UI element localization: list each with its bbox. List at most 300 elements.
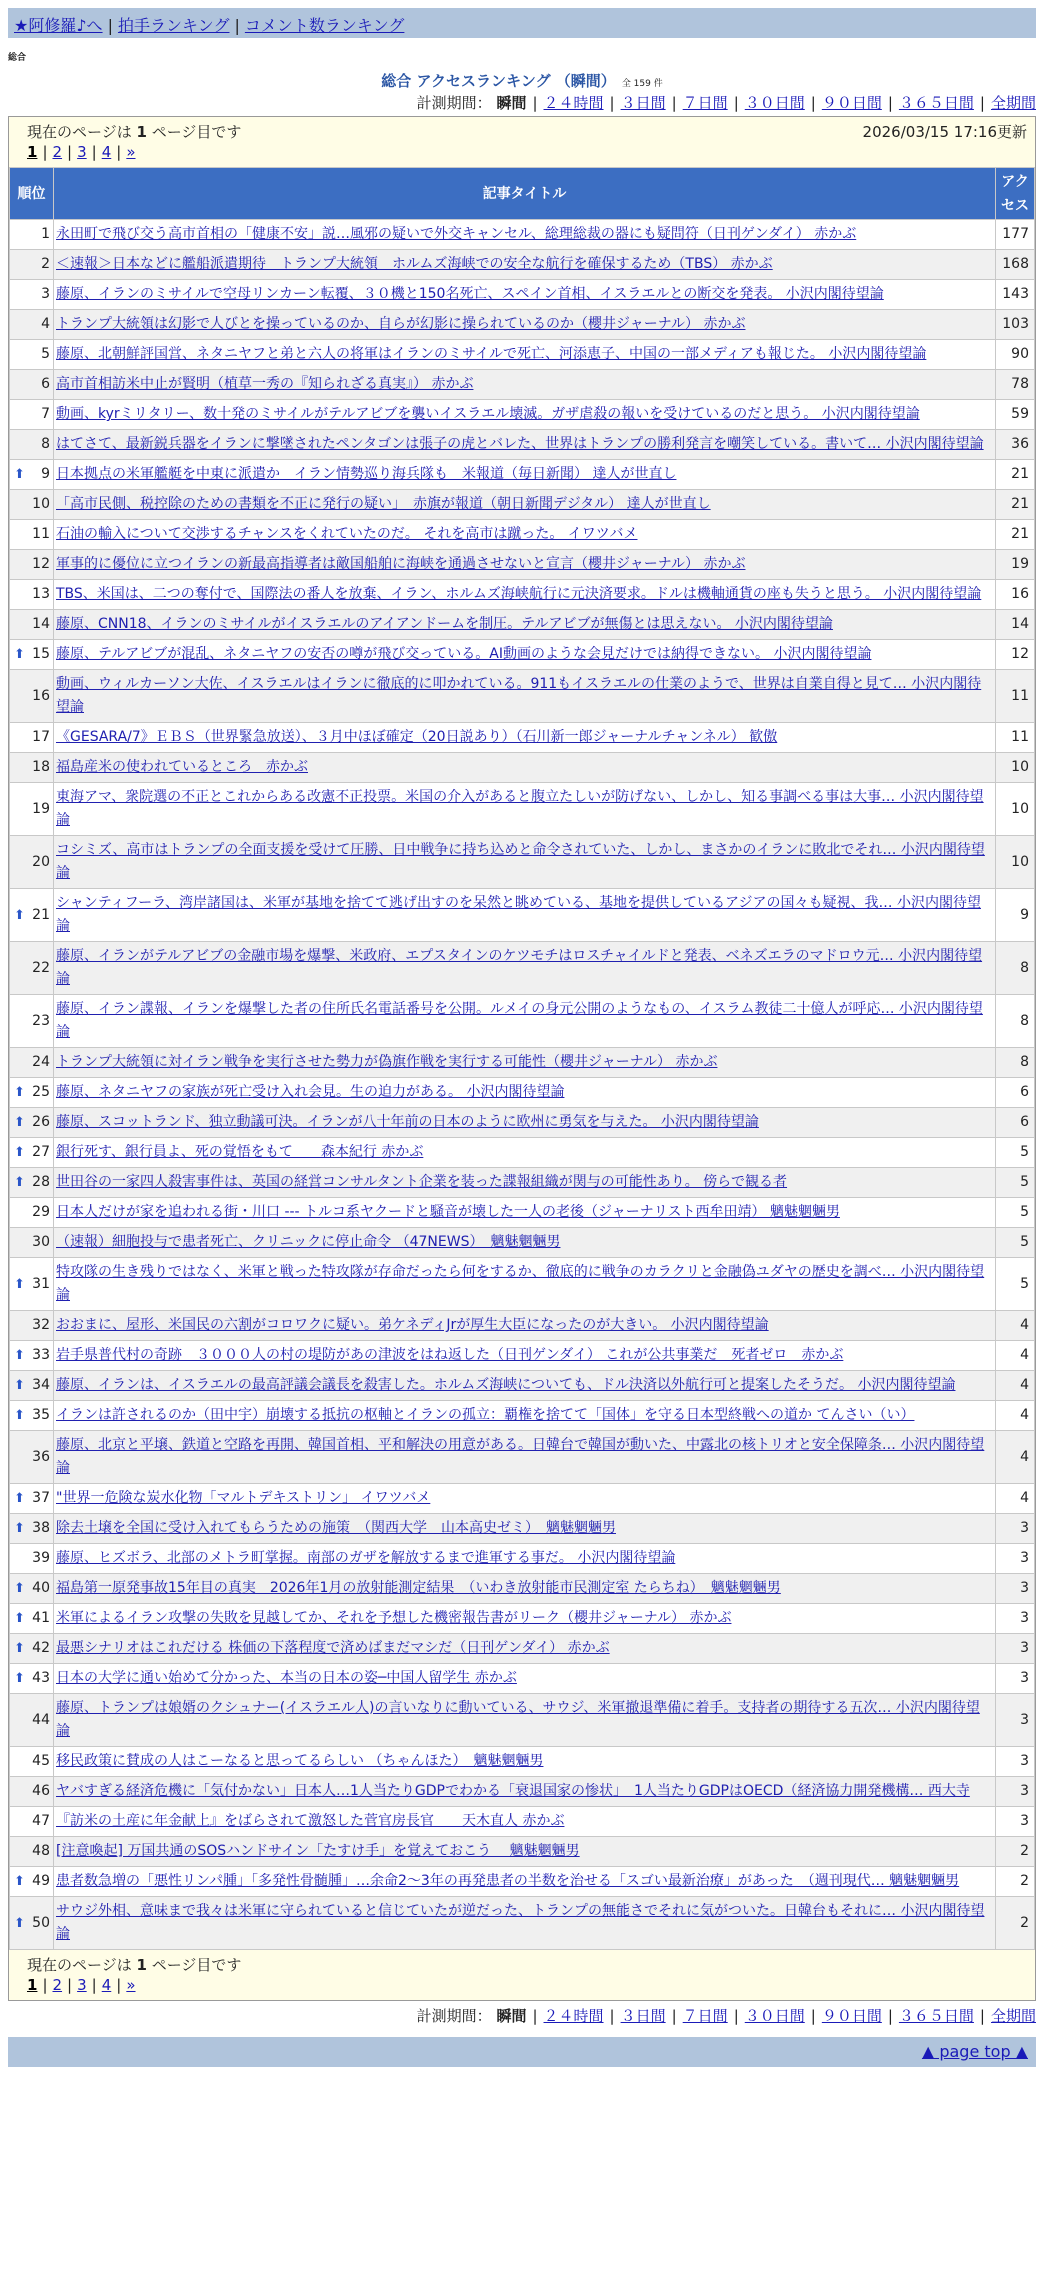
rank-number: 7	[41, 406, 50, 422]
table-row	[10, 430, 1035, 460]
article-link[interactable]: 藤原、イランがテルアビブの金融市場を爆撃、米政府、エプスタインのケツモチはロスチャイルドと発表、ベネズエラのマドロウ元… 小沢内閣待望論	[56, 948, 983, 987]
rank-number: 38	[32, 1520, 50, 1536]
article-link[interactable]: [注意喚起] 万国共通のSOSハンドサイン「たすけ手」を覚えておこう 魑魅魍魎男	[56, 1843, 580, 1859]
article-link[interactable]: ＜速報＞日本などに艦船派遣期待 トランプ大統領 ホルムズ海峡での安全な航行を確保するため（TBS） 赤かぶ	[56, 256, 773, 272]
period-label: 計測期間：	[416, 2007, 492, 2025]
access-count: 3	[996, 1664, 1035, 1694]
period-current: 瞬間	[496, 2007, 527, 2025]
rank-number: 28	[32, 1174, 50, 1190]
nav-separator: |	[107, 16, 113, 35]
rank-cell	[10, 783, 54, 836]
period-separator: |	[810, 2007, 816, 2025]
title-cell	[54, 520, 996, 550]
article-link[interactable]: "世界一危険な炭水化物「マルトデキストリン」 イワツバメ	[56, 1490, 431, 1506]
up-arrow-icon: ⬆	[14, 1491, 25, 1506]
title-cell	[54, 460, 996, 490]
pager-top	[27, 143, 1019, 165]
rank-cell	[10, 1048, 54, 1078]
ranking-table	[9, 167, 1035, 1950]
page-top-link[interactable]: ▲ page top ▲	[921, 2042, 1028, 2061]
nav-separator: |	[234, 16, 240, 35]
article-link[interactable]: はてさて、最新鋭兵器をイランに撃墜されたペンタゴンは張子の虎とバレた、世界はトランプの勝利発言を嘲笑している。書いて… 小沢内閣待望論	[56, 436, 984, 452]
article-link[interactable]: 藤原、北京と平壌、鉄道と空路を再開、韓国首相、平和解決の用意がある。日韓台で韓国が動いた、中露北の核トリオと安全保障条… 小沢内閣待望論	[56, 1437, 985, 1476]
comment-ranking-link[interactable]: コメント数ランキング	[244, 16, 405, 35]
article-link[interactable]: 動画、kyrミリタリー、数十発のミサイルがテルアビブを襲いイスラエル壊滅。ガザ虐殺の報いを受けているのだと思う。 小沢内閣待望論	[56, 406, 920, 422]
article-link[interactable]: おおまに、屋形、米国民の六割がコロワクに疑い。弟ケネディJrが厚生大臣になったのが大きい。 小沢内閣待望論	[56, 1317, 769, 1333]
title-cell	[54, 1138, 996, 1168]
rank-cell	[10, 1078, 54, 1108]
table-row	[10, 670, 1035, 723]
article-link[interactable]: TBS、米国は、二つの奪付で、国際法の番人を放棄、イラン、ホルムズ海峡航行に元決済要求。ドルは機軸通貨の座も失うと思う。 小沢内閣待望論	[56, 586, 982, 602]
access-count: 36	[996, 430, 1035, 460]
rank-cell	[10, 1897, 54, 1950]
rank-cell	[10, 836, 54, 889]
up-arrow-icon: ⬆	[14, 467, 25, 482]
access-count: 5	[996, 1228, 1035, 1258]
current-page-text-bottom: 現在のページは 1 ページ目です	[27, 1956, 242, 1974]
access-count: 3	[996, 1747, 1035, 1777]
article-link[interactable]: 患者数急増の「悪性リンパ腫」「多発性骨髄腫」…余命2～3年の再発患者の半数を治せる「スゴい最新治療」があった （週刊現代… 魑魅魍魎男	[56, 1873, 960, 1889]
access-count: 10	[996, 753, 1035, 783]
rank-number: 30	[32, 1234, 50, 1250]
up-arrow-icon: ⬆	[14, 1378, 25, 1393]
title-cell	[54, 836, 996, 889]
access-count: 3	[996, 1694, 1035, 1747]
title-cell	[54, 753, 996, 783]
rank-number: 4	[41, 316, 50, 332]
title-cell	[54, 723, 996, 753]
table-row	[10, 1138, 1035, 1168]
article-link[interactable]: 藤原、イラン諜報、イランを爆撃した者の住所氏名電話番号を公開。ルメイの身元公開のようなもの、イスラム教徒二十億人が呼応… 小沢内閣待望論	[56, 1001, 983, 1040]
table-row	[10, 995, 1035, 1048]
period-link[interactable]: ３０日間	[744, 2007, 805, 2025]
rank-number: 34	[32, 1377, 50, 1393]
pager-page-link[interactable]: 4	[101, 143, 112, 161]
table-row	[10, 1198, 1035, 1228]
table-row	[10, 942, 1035, 995]
access-count: 8	[996, 995, 1035, 1048]
article-link[interactable]: 《GESARA/7》ＥＢＳ（世界緊急放送）、３月中ほぼ確定（20日説あり）（石川新一郎ジャーナルチャンネル） 歓傲	[56, 729, 778, 745]
access-count: 2	[996, 1897, 1035, 1950]
access-count: 59	[996, 400, 1035, 430]
rank-cell	[10, 1108, 54, 1138]
rank-number: 17	[32, 729, 50, 745]
article-link[interactable]: 移民政策に賛成の人はこーなると思ってるらしい （ちゃんほた） 魑魅魍魎男	[56, 1753, 544, 1769]
pager-page-link[interactable]: 2	[52, 1976, 63, 1994]
rank-cell	[10, 1514, 54, 1544]
rank-number: 35	[32, 1407, 50, 1423]
rank-number: 26	[32, 1114, 50, 1130]
title-cell	[54, 1807, 996, 1837]
period-separator: |	[671, 94, 677, 112]
pager-page-link[interactable]: 4	[101, 1976, 112, 1994]
article-link[interactable]: 軍事的に優位に立つイランの新最高指導者は敵国船舶に海峡を通過させないと宣言（櫻井ジャーナル） 赤かぶ	[56, 556, 746, 572]
rank-cell	[10, 1341, 54, 1371]
table-row	[10, 1228, 1035, 1258]
rank-number: 22	[32, 959, 50, 976]
title-cell	[54, 400, 996, 430]
pager-page-link[interactable]: 2	[52, 143, 63, 161]
article-link[interactable]: 最悪シナリオはこれだける 株価の下落程度で済めばまだマシだ（日刊ゲンダイ） 赤かぶ	[56, 1640, 610, 1656]
rank-number: 21	[32, 906, 50, 923]
article-link[interactable]: 藤原、ネタニヤフの家族が死亡受け入れ会見。生の迫力がある。 小沢内閣待望論	[56, 1084, 565, 1100]
rank-number: 46	[32, 1783, 50, 1799]
pager-page-link[interactable]: 3	[77, 143, 87, 161]
article-link[interactable]: （速報）細胞投与で患者死亡、クリニックに停止命令 （47NEWS） 魑魅魍魎男	[56, 1234, 561, 1250]
ranking-title-block	[0, 70, 1044, 92]
rank-number: 3	[41, 286, 50, 302]
period-link[interactable]: ３６５日間	[898, 2007, 974, 2025]
rank-cell	[10, 1311, 54, 1341]
rank-cell	[10, 1484, 54, 1514]
period-link[interactable]: 全期間	[990, 2007, 1036, 2025]
article-link[interactable]: 『訪米の土産に年金献上』をばらされて激怒した菅官房長官 天木直人 赤かぶ	[56, 1813, 565, 1829]
title-cell	[54, 250, 996, 280]
rank-cell	[10, 1258, 54, 1311]
rank-number: 16	[32, 687, 50, 704]
title-cell	[54, 1431, 996, 1484]
rank-cell	[10, 610, 54, 640]
rank-number: 42	[32, 1640, 50, 1656]
rank-cell	[10, 1604, 54, 1634]
article-link[interactable]: 藤原、トランプは娘婿のクシュナー(イスラエル人)の言いなりに動いている、サウジ、米軍撤退準備に着手。支持者の期待する五次… 小沢内閣待望論	[56, 1700, 980, 1739]
access-count: 5	[996, 1168, 1035, 1198]
title-cell	[54, 1168, 996, 1198]
rank-number: 13	[32, 586, 50, 602]
rank-number: 44	[32, 1711, 50, 1728]
rank-number: 37	[32, 1490, 50, 1506]
pager-separator: |	[67, 1976, 73, 1994]
title-cell	[54, 1258, 996, 1311]
article-link[interactable]: 東海アマ、衆院選の不正とこれからある改憲不正投票。米国の介入があると腹立たしいが防げない、しかし、知る事調べる事は大事… 小沢内閣待望論	[56, 789, 984, 828]
table-row	[10, 340, 1035, 370]
clap-ranking-link[interactable]: 拍手ランキング	[117, 16, 230, 35]
rank-number: 41	[32, 1610, 50, 1626]
table-row	[10, 1897, 1035, 1950]
period-separator: |	[532, 94, 538, 112]
rank-cell	[10, 220, 54, 250]
pager-next-link[interactable]: »	[126, 1976, 136, 1994]
rank-cell	[10, 1431, 54, 1484]
up-arrow-icon: ⬆	[14, 1671, 25, 1686]
rank-number: 36	[32, 1448, 50, 1465]
rank-number: 50	[32, 1914, 50, 1931]
table-row	[10, 580, 1035, 610]
rank-cell	[10, 1168, 54, 1198]
table-row	[10, 220, 1035, 250]
article-link[interactable]: 日本拠点の米軍艦艇を中東に派遣か イラン情勢巡り海兵隊も 米報道（毎日新聞） 達人が世直し	[56, 466, 677, 482]
article-link[interactable]: 藤原、イランは、イスラエルの最高評議会議長を殺害した。ホルムズ海峡についても、ドル決済以外航行可と提案したそうだ。 小沢内閣待望論	[56, 1377, 956, 1393]
rank-number: 23	[32, 1012, 50, 1029]
title-cell	[54, 490, 996, 520]
table-row	[10, 1544, 1035, 1574]
period-link[interactable]: 全期間	[990, 94, 1036, 112]
rank-cell	[10, 310, 54, 340]
access-count: 11	[996, 723, 1035, 753]
period-link[interactable]: ７日間	[682, 2007, 728, 2025]
table-row	[10, 1371, 1035, 1401]
period-link[interactable]: ３０日間	[744, 94, 805, 112]
article-link[interactable]: トランプ大統領に対イラン戦争を実行させた勢力が偽旗作戦を実行する可能性（櫻井ジャーナル） 赤かぶ	[56, 1054, 718, 1070]
pager-separator: |	[42, 1976, 48, 1994]
rank-cell	[10, 1837, 54, 1867]
up-arrow-icon: ⬆	[14, 1611, 25, 1626]
rank-number: 45	[32, 1753, 50, 1769]
article-link[interactable]: 藤原、北朝鮮評国営、ネタニヤフと弟と六人の将軍はイランのミサイルで死亡、河添恵子、中国の一部メディアも報じた。 小沢内閣待望論	[56, 346, 927, 362]
article-link[interactable]: 世田谷の一家四人殺害事件は、英国の経営コンサルタント企業を装った諜報組織が関与の可能性あり。 傍らで観る者	[56, 1174, 788, 1190]
table-row	[10, 1777, 1035, 1807]
period-separator: |	[733, 2007, 739, 2025]
rank-cell	[10, 1777, 54, 1807]
access-count: 3	[996, 1604, 1035, 1634]
article-link[interactable]: 藤原、ヒズボラ、北部のメトラ町掌握。南部のガザを解放するまで進軍する事だ。 小沢内閣待望論	[56, 1550, 676, 1566]
article-link[interactable]: 藤原、スコットランド、独立動議可決。イランが八十年前の日本のように欧州に勇気を与えた。 小沢内閣待望論	[56, 1114, 759, 1130]
table-row	[10, 1867, 1035, 1897]
pager-separator: |	[42, 143, 48, 161]
rank-cell	[10, 400, 54, 430]
article-link[interactable]: イランは許されるのか（田中宇）崩壊する抵抗の枢軸とイランの孤立：覇権を捨てて「国体」を守る日本型終戦への道か てんさい（い）	[56, 1407, 915, 1423]
access-count: 4	[996, 1341, 1035, 1371]
table-row	[10, 370, 1035, 400]
access-count: 10	[996, 783, 1035, 836]
table-row	[10, 1664, 1035, 1694]
rank-cell	[10, 670, 54, 723]
period-link[interactable]: ９０日間	[821, 94, 882, 112]
article-link[interactable]: コシミズ、高市はトランプの全面支援を受けて圧勝、日中戦争に持ち込めと命令されていた、しかし、まさかのイランに敗北でそれ… 小沢内閣待望論	[56, 842, 985, 881]
article-link[interactable]: ヤバすぎる経済危機に「気付かない」日本人…1人当たりGDPでわかる「衰退国家の惨状」 1人当たりGDPはOECD（経済協力開発機構… 西大寺	[56, 1783, 970, 1799]
rank-number: 32	[32, 1317, 50, 1333]
rank-cell	[10, 1544, 54, 1574]
table-row	[10, 1168, 1035, 1198]
rank-cell	[10, 1694, 54, 1747]
period-link[interactable]: ２４時間	[543, 2007, 604, 2025]
rank-cell	[10, 1574, 54, 1604]
period-link[interactable]: ３６５日間	[898, 94, 974, 112]
up-arrow-icon: ⬆	[14, 907, 25, 923]
article-link[interactable]: 米軍によるイラン攻撃の失敗を見越してか、それを予想した機密報告書がリーク（櫻井ジャーナル） 赤かぶ	[56, 1610, 732, 1626]
title-cell	[54, 1544, 996, 1574]
article-link[interactable]: 福島第一原発事故15年目の真実 2026年1月の放射能測定結果 （いわき放射能市民測定室 たらちね） 魑魅魍魎男	[56, 1580, 781, 1596]
title-cell	[54, 1048, 996, 1078]
article-link[interactable]: 永田町で飛び交う高市首相の「健康不安」説…風邪の疑いで外交キャンセル、総理総裁の器にも疑問符（日刊ゲンダイ） 赤かぶ	[56, 226, 857, 242]
genre-label: 総合	[8, 53, 27, 63]
title-cell	[54, 220, 996, 250]
article-link[interactable]: 藤原、イランのミサイルで空母リンカーン転覆、３０機と150名死亡、スペイン首相、イスラエルとの断交を発表。 小沢内閣待望論	[56, 286, 884, 302]
article-link[interactable]: シャンティフーラ、湾岸諸国は、米軍が基地を捨てて逃げ出すのを呆然と眺めている、基地を提供しているアジアの国々も疑視、我… 小沢内閣待望論	[56, 895, 981, 934]
article-link[interactable]: 日本の大学に通い始めて分かった、本当の日本の姿─中国人留学生 赤かぶ	[56, 1670, 517, 1686]
rank-cell	[10, 723, 54, 753]
title-cell	[54, 1198, 996, 1228]
header-title: 記事タイトル	[54, 168, 996, 220]
period-link[interactable]: ３日間	[620, 94, 666, 112]
rank-cell	[10, 1634, 54, 1664]
article-link[interactable]: 日本人だけが家を追われる街・川口 --- トルコ系ヤクードと騒音が壊した一人の老後（ジャーナリスト西牟田靖） 魑魅魍魎男	[56, 1204, 840, 1220]
current-page-text: 現在のページは 1 ページ目です	[27, 123, 242, 141]
rank-cell	[10, 1138, 54, 1168]
access-count: 3	[996, 1574, 1035, 1604]
pager-page-link[interactable]: 3	[77, 1976, 87, 1994]
rank-number: 15	[32, 646, 50, 662]
rank-number: 47	[32, 1813, 50, 1829]
article-link[interactable]: 藤原、CNN18、イランのミサイルがイスラエルのアイアンドームを制圧。テルアビブが無傷とは思えない。 小沢内閣待望論	[56, 616, 833, 632]
table-row	[10, 1078, 1035, 1108]
period-link[interactable]: ７日間	[682, 94, 728, 112]
access-count: 21	[996, 460, 1035, 490]
access-count: 143	[996, 280, 1035, 310]
access-count: 3	[996, 1777, 1035, 1807]
period-separator: |	[979, 94, 985, 112]
total-count: 全 159 件	[621, 79, 663, 89]
period-link[interactable]: ９０日間	[821, 2007, 882, 2025]
table-row	[10, 1484, 1035, 1514]
access-count: 5	[996, 1138, 1035, 1168]
up-arrow-icon: ⬆	[14, 1348, 25, 1363]
up-arrow-icon: ⬆	[14, 1581, 25, 1596]
table-row	[10, 550, 1035, 580]
rank-cell	[10, 1371, 54, 1401]
table-row	[10, 1258, 1035, 1311]
period-separator: |	[979, 2007, 985, 2025]
page-info-bottom	[9, 1950, 1035, 2000]
access-count: 10	[996, 836, 1035, 889]
table-row	[10, 1634, 1035, 1664]
access-count: 14	[996, 610, 1035, 640]
period-separator: |	[609, 2007, 615, 2025]
rank-cell	[10, 250, 54, 280]
article-link[interactable]: 石油の輸入について交渉するチャンスをくれていたのだ。 それを高市は蹴った。 イワツバメ	[56, 526, 638, 542]
article-link[interactable]: 「高市民側、税控除のための書類を不正に発行の疑い」 赤旗が報道（朝日新聞デジタル） 達人が世直し	[56, 496, 711, 512]
rank-cell	[10, 550, 54, 580]
pager-current-page: 1	[27, 143, 38, 161]
table-row	[10, 640, 1035, 670]
article-link[interactable]: 動画、ウィルカーソン大佐、イスラエルはイランに徹底的に叩かれている。911もイスラエルの仕業のようで、世界は自業自得と見て… 小沢内閣待望論	[56, 676, 982, 715]
pager-bottom	[27, 1976, 1019, 1998]
access-count: 5	[996, 1198, 1035, 1228]
title-cell	[54, 942, 996, 995]
rank-cell	[10, 430, 54, 460]
access-count: 21	[996, 490, 1035, 520]
article-link[interactable]: サウジ外相、意味まで我々は米軍に守られていると信じていたが逆だった、トランプの無能さでそれに気がついた。日韓台もそれに… 小沢内閣待望論	[56, 1903, 985, 1942]
access-count: 5	[996, 1258, 1035, 1311]
header-access: アクセス	[996, 168, 1035, 220]
rank-cell	[10, 460, 54, 490]
table-row	[10, 1807, 1035, 1837]
access-count: 11	[996, 670, 1035, 723]
pager-next-link[interactable]: »	[126, 143, 136, 161]
up-arrow-icon: ⬆	[14, 1641, 25, 1656]
title-cell	[54, 1341, 996, 1371]
title-cell	[54, 783, 996, 836]
rank-number: 43	[32, 1670, 50, 1686]
period-selector-top	[0, 92, 1036, 116]
table-row	[10, 280, 1035, 310]
rank-number: 24	[32, 1054, 50, 1070]
table-row	[10, 723, 1035, 753]
rank-number: 12	[32, 556, 50, 572]
title-cell	[54, 1108, 996, 1138]
rank-number: 27	[32, 1144, 50, 1160]
footer-bar	[8, 2037, 1036, 2067]
title-cell	[54, 670, 996, 723]
access-count: 3	[996, 1544, 1035, 1574]
access-count: 12	[996, 640, 1035, 670]
access-count: 16	[996, 580, 1035, 610]
rank-cell	[10, 520, 54, 550]
table-row	[10, 610, 1035, 640]
article-link[interactable]: 特攻隊の生き残りではなく、米軍と戦った特攻隊が存命だったら何をするか、徹底的に戦争のカラクリと金融偽ユダヤの歴史を調べ… 小沢内閣待望論	[56, 1264, 985, 1303]
rank-number: 18	[32, 759, 50, 775]
pager-separator: |	[116, 1976, 122, 1994]
up-arrow-icon: ⬆	[14, 647, 25, 662]
title-cell	[54, 889, 996, 942]
article-link[interactable]: 高市首相訪米中止が賢明（植草一秀の『知られざる真実』） 赤かぶ	[56, 376, 474, 392]
header-rank: 順位	[10, 168, 54, 220]
access-count: 103	[996, 310, 1035, 340]
period-link[interactable]: ２４時間	[543, 94, 604, 112]
title-cell	[54, 1401, 996, 1431]
title-cell	[54, 1078, 996, 1108]
title-cell	[54, 1371, 996, 1401]
rank-number: 1	[41, 226, 50, 242]
period-link[interactable]: ３日間	[620, 2007, 666, 2025]
table-row	[10, 889, 1035, 942]
title-cell	[54, 610, 996, 640]
table-row	[10, 490, 1035, 520]
access-count: 168	[996, 250, 1035, 280]
page-info-top	[9, 117, 1035, 167]
home-link[interactable]: ★阿修羅♪へ	[14, 16, 103, 35]
table-row	[10, 1514, 1035, 1544]
table-row	[10, 1604, 1035, 1634]
title-cell	[54, 1777, 996, 1807]
up-arrow-icon: ⬆	[14, 1276, 25, 1292]
article-link[interactable]: トランプ大統領は幻影で人びとを操っているのか、自らが幻影に操られているのか（櫻井ジャーナル） 赤かぶ	[56, 316, 746, 332]
access-count: 4	[996, 1371, 1035, 1401]
updated-time: 2026/03/15 17:16更新	[862, 123, 1027, 141]
title-cell	[54, 1694, 996, 1747]
period-current: 瞬間	[496, 94, 527, 112]
table-row	[10, 1048, 1035, 1078]
rank-number: 6	[41, 376, 50, 392]
pager-separator: |	[91, 143, 97, 161]
up-arrow-icon: ⬆	[14, 1175, 25, 1190]
title-cell	[54, 1574, 996, 1604]
title-cell	[54, 995, 996, 1048]
pager-separator: |	[116, 143, 122, 161]
rank-number: 39	[32, 1550, 50, 1566]
ranking-box	[8, 116, 1036, 2001]
article-link[interactable]: 岩手県普代村の奇跡 ３０００人の村の堤防があの津波をはね返した（日刊ゲンダイ） これが公共事業だ 死者ゼロ 赤かぶ	[56, 1347, 844, 1363]
article-link[interactable]: 藤原、テルアビブが混乱、ネタニヤフの安否の噂が飛び交っている。AI動画のような会見だけでは納得できない。 小沢内閣待望論	[56, 646, 872, 662]
access-count: 177	[996, 220, 1035, 250]
access-count: 19	[996, 550, 1035, 580]
title-cell	[54, 340, 996, 370]
rank-number: 33	[32, 1347, 50, 1363]
access-count: 78	[996, 370, 1035, 400]
article-link[interactable]: 除去土壌を全国に受け入れてもらうための施策 （関西大学 山本高史ゼミ） 魑魅魍魎男	[56, 1520, 616, 1536]
article-link[interactable]: 福島産米の使われているところ 赤かぶ	[56, 759, 308, 775]
pager-current-page: 1	[27, 1976, 38, 1994]
rank-number: 25	[32, 1084, 50, 1100]
access-count: 3	[996, 1634, 1035, 1664]
up-arrow-icon: ⬆	[14, 1521, 25, 1536]
rank-number: 11	[32, 526, 50, 542]
title-cell	[54, 370, 996, 400]
access-count: 6	[996, 1108, 1035, 1138]
article-link[interactable]: 銀行死す、銀行員よ、死の覚悟をもて 森本紀行 赤かぶ	[56, 1144, 424, 1160]
rank-cell	[10, 580, 54, 610]
table-row	[10, 1694, 1035, 1747]
